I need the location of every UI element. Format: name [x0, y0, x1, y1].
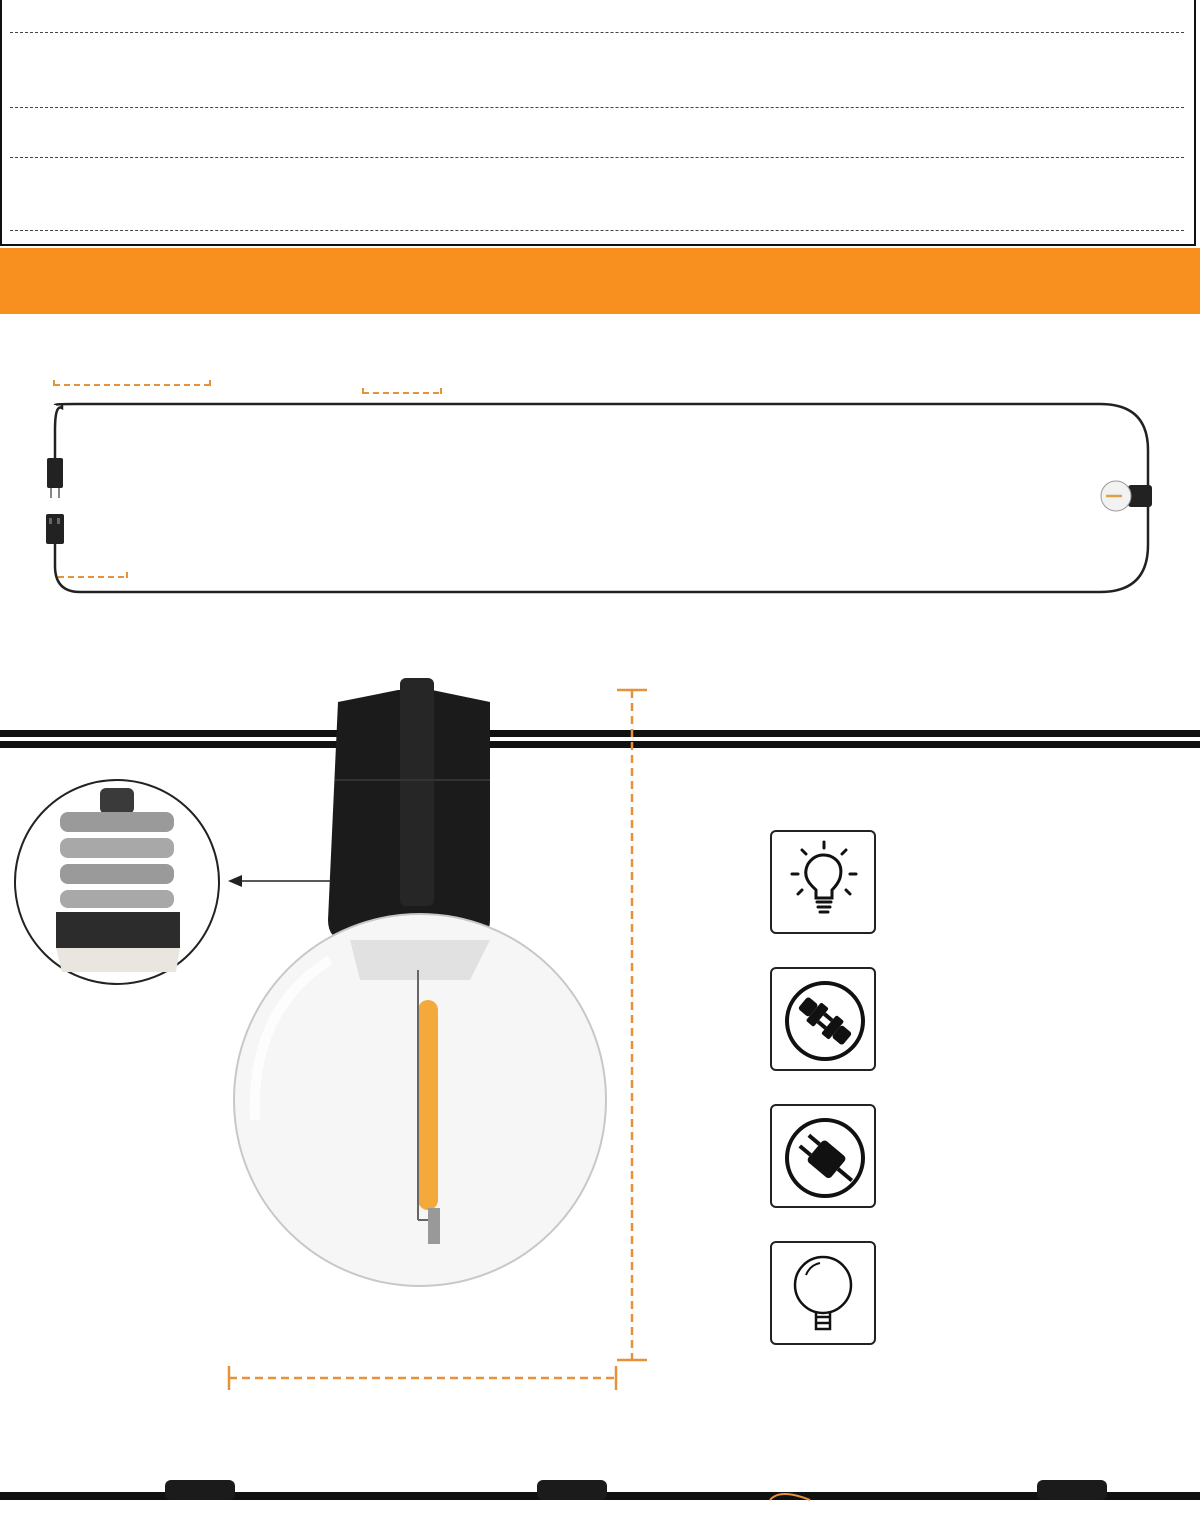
width-dimension-line [229, 1366, 616, 1390]
bulb-globe [234, 914, 606, 1286]
feature-linkable [770, 967, 876, 1071]
two-prong-plug-icon [772, 1106, 878, 1210]
linkable-plug-icon [772, 969, 878, 1073]
divider [10, 107, 1184, 108]
light-bulb-icon [772, 832, 878, 936]
divider [10, 32, 1184, 33]
g40-bulb-icon [772, 1243, 878, 1347]
string-light-diagram [0, 340, 1200, 680]
male-plug-icon [47, 458, 63, 498]
female-socket-icon [46, 514, 64, 544]
bulb-socket [328, 678, 490, 942]
feature-plug [770, 1104, 876, 1208]
feature-bulbs [770, 830, 876, 934]
bottom-string-strand [0, 1480, 1200, 1500]
height-dimension-line [617, 690, 647, 1360]
spec-table [0, 0, 1196, 246]
screw-base-zoom [15, 780, 219, 984]
divider [10, 230, 1184, 231]
product-title-banner [0, 248, 1200, 314]
side-bulb [1101, 481, 1152, 511]
arrow-icon [228, 875, 332, 887]
feature-power [770, 1241, 876, 1345]
divider [10, 157, 1184, 158]
wire [0, 730, 1200, 748]
bulb-closeup-illustration [0, 680, 1200, 1500]
